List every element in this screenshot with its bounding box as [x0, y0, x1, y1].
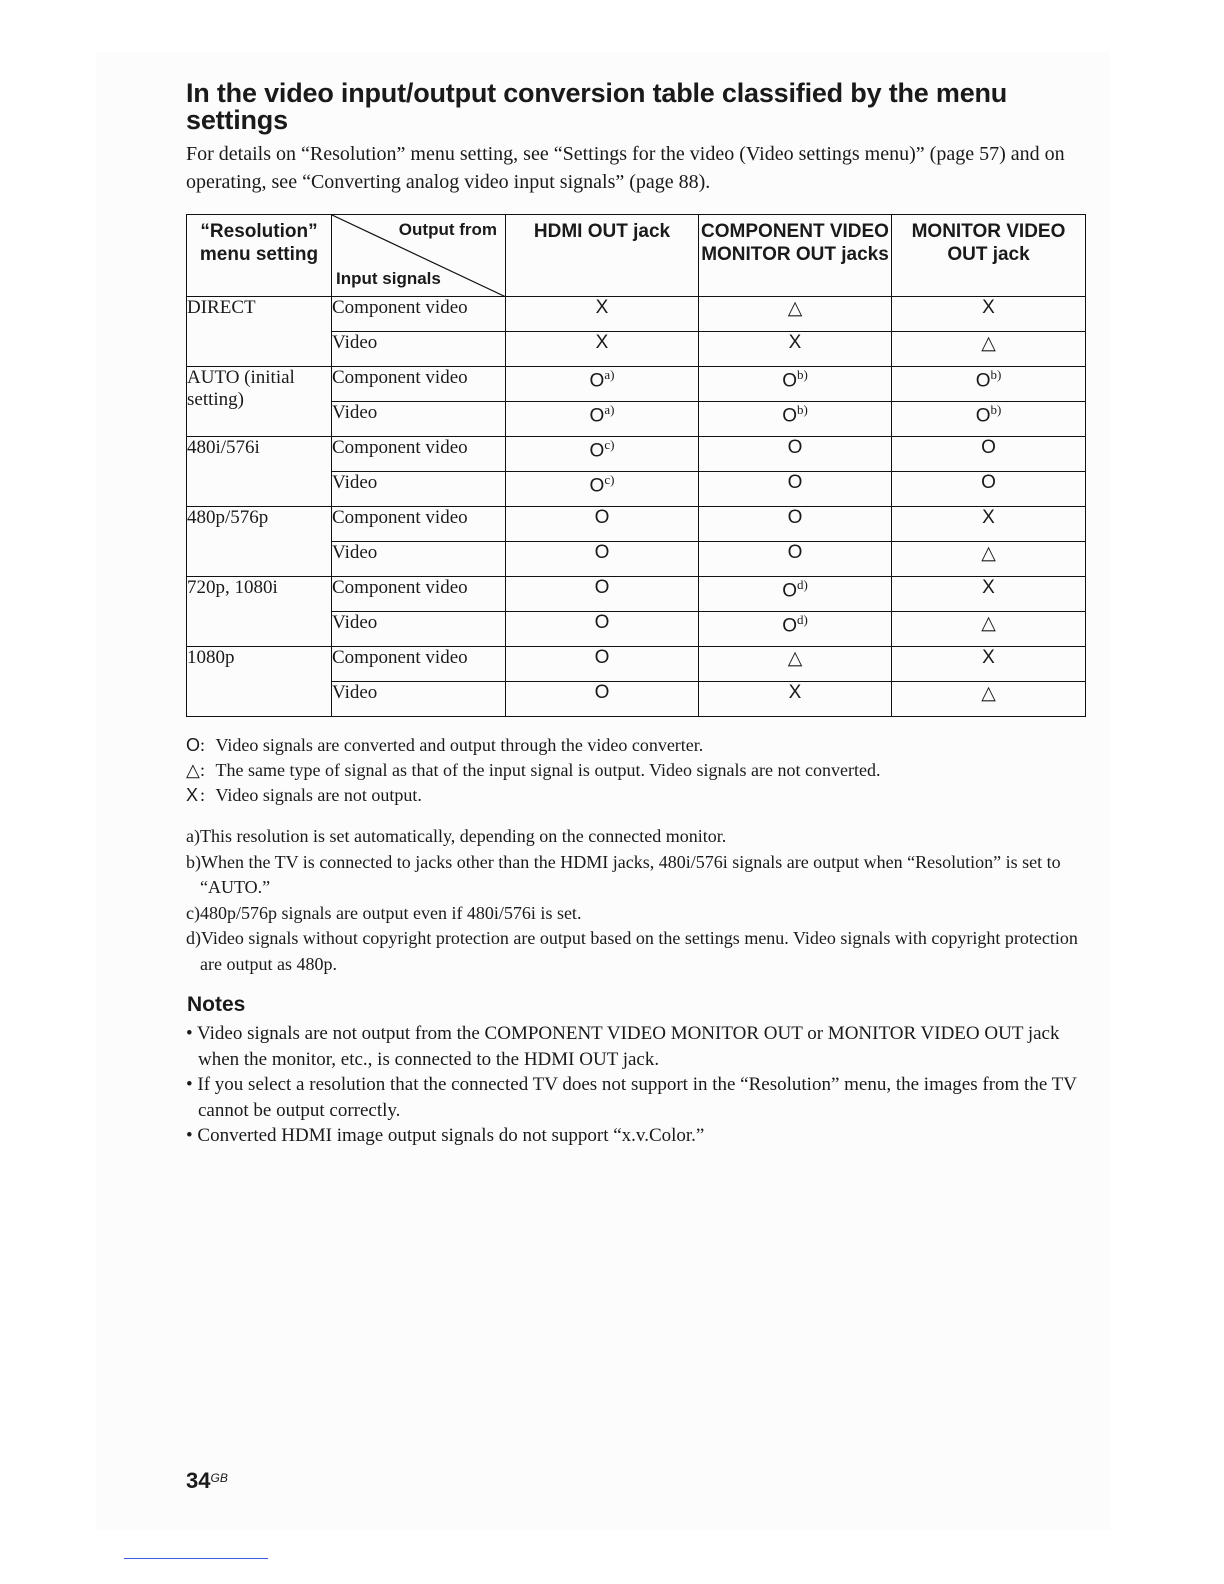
output-symbol: O [787, 507, 803, 528]
component-output-cell [699, 332, 892, 367]
footnote-ref: c) [604, 472, 615, 487]
output-symbol: △ [787, 648, 803, 669]
input-signal-cell: Video [332, 472, 506, 507]
header-output-from: Output from [398, 220, 497, 239]
section-heading: In the video input/output conversion table classified by the menu settings [186, 78, 1008, 135]
resolution-setting-cell: AUTO (initial setting) [187, 367, 332, 437]
header-output-input [332, 215, 506, 297]
header-component: COMPONENT VIDEO MONITOR OUT jacks [699, 215, 892, 297]
output-symbol: O [787, 472, 803, 493]
input-signal-cell: Video [332, 612, 506, 647]
resolution-setting-cell: 480p/576p [187, 507, 332, 577]
footnote: c)480p/576p signals are output even if 480i/576i is set. [186, 902, 582, 923]
legend-item [186, 733, 1084, 758]
output-symbol: △ [981, 543, 996, 564]
legend-text: Video signals are not output. [215, 785, 422, 805]
resolution-setting-cell: DIRECT [187, 297, 332, 367]
input-signal-cell: Video [332, 542, 506, 577]
legend-text: The same type of signal as that of the input signal is output. Video signals are not converted. [215, 760, 881, 780]
notes-title: Notes [187, 993, 246, 1016]
input-signal-cell: Video [332, 682, 506, 717]
resolution-setting-cell: 1080p [187, 647, 332, 717]
resolution-setting-cell: 720p, 1080i [187, 577, 332, 647]
output-symbol: X [788, 682, 802, 703]
monitor-output-cell [892, 507, 1086, 542]
legend-item [186, 783, 1084, 808]
output-symbol: O [787, 437, 803, 458]
output-symbol: △ [981, 683, 996, 704]
symbol-legend [186, 733, 1084, 808]
input-signal-cell: Component video [332, 577, 506, 612]
footnote: d)Video signals without copyright protection are output based on the settings menu. Video signals with copyright protection are output as 480p. [186, 928, 1078, 974]
monitor-output-cell [892, 367, 1086, 402]
monitor-output-cell [892, 437, 1086, 472]
header-resolution: “Resolution” menu setting [187, 215, 332, 297]
component-output-cell [699, 577, 892, 612]
resolution-setting-cell: 480i/576i [187, 437, 332, 507]
output-symbol: X [982, 577, 995, 598]
footnote-ref: d) [796, 577, 808, 592]
note-item: • If you select a resolution that the connected TV does not support in the “Resolution” menu, the images from the TV cannot be output correctly. [186, 1074, 1077, 1121]
input-signal-cell: Component video [332, 647, 506, 682]
notes-list [186, 1021, 1084, 1149]
hdmi-output-cell [506, 402, 699, 437]
legend-symbol: X [186, 785, 199, 805]
component-output-cell [699, 472, 892, 507]
output-symbol: X [982, 297, 995, 318]
output-symbol: O [782, 370, 797, 392]
monitor-output-cell [892, 472, 1086, 507]
footnote: a)This resolution is set automatically, depending on the connected monitor. [186, 826, 727, 846]
footnote-ref: b) [796, 402, 808, 417]
component-output-cell [699, 507, 892, 542]
output-symbol: O [782, 615, 797, 637]
footnote-ref: b) [990, 402, 1002, 417]
output-symbol: O [594, 542, 610, 563]
monitor-output-cell [892, 542, 1086, 577]
page-number-value: 34 [186, 1468, 211, 1493]
legend-text: Video signals are converted and output through the video converter. [215, 735, 704, 755]
output-symbol: O [981, 437, 996, 458]
page-number-suffix: GB [210, 1471, 228, 1485]
legend-symbol: O [186, 735, 201, 755]
component-output-cell [699, 402, 892, 437]
output-symbol: X [595, 332, 609, 353]
footnote-ref: a) [604, 367, 615, 382]
legend-item [186, 758, 1084, 783]
output-symbol: O [787, 542, 803, 563]
legend-symbol: △ [186, 760, 200, 780]
monitor-output-cell [892, 612, 1086, 647]
input-signal-cell: Component video [332, 507, 506, 542]
component-output-cell [699, 367, 892, 402]
legend-separator: : [200, 785, 210, 805]
output-symbol: O [975, 370, 991, 392]
input-signal-cell: Component video [332, 297, 506, 332]
input-signal-cell: Component video [332, 437, 506, 472]
footnote-ref: a) [604, 402, 615, 417]
table-row [187, 437, 1086, 472]
header-input-signals: Input signals [336, 269, 441, 288]
output-symbol: O [981, 472, 996, 493]
hdmi-output-cell [506, 472, 699, 507]
header-monitor: MONITOR VIDEO OUT jack [892, 215, 1086, 297]
output-symbol: O [589, 405, 605, 427]
table-row [187, 367, 1086, 402]
component-output-cell [699, 437, 892, 472]
component-output-cell [699, 647, 892, 682]
hdmi-output-cell [506, 682, 699, 717]
hdmi-output-cell [506, 612, 699, 647]
output-symbol: O [975, 405, 991, 427]
hdmi-output-cell [506, 437, 699, 472]
output-symbol: O [594, 507, 610, 528]
footnote-ref: b) [796, 367, 808, 382]
footnotes [186, 824, 1084, 977]
hdmi-output-cell [506, 367, 699, 402]
note-item: • Video signals are not output from the COMPONENT VIDEO MONITOR OUT or MONITOR VIDEO OUT jack when the monitor, etc., is connected to the HDMI OUT jack. [186, 1023, 1060, 1070]
table-row [187, 297, 1086, 332]
output-symbol: X [788, 332, 802, 353]
bottom-rule [124, 1558, 268, 1559]
monitor-output-cell [892, 297, 1086, 332]
component-output-cell [699, 297, 892, 332]
output-symbol: O [594, 612, 610, 633]
output-symbol: O [594, 577, 610, 598]
hdmi-output-cell [506, 577, 699, 612]
monitor-output-cell [892, 332, 1086, 367]
table-body [187, 297, 1086, 717]
footnote-ref: b) [990, 367, 1002, 382]
component-output-cell [699, 682, 892, 717]
hdmi-output-cell [506, 332, 699, 367]
output-symbol: O [589, 475, 605, 497]
page-number [186, 1468, 228, 1494]
note-item: • Converted HDMI image output signals do not support “x.v.Color.” [186, 1125, 705, 1146]
footnote-ref: c) [604, 437, 615, 452]
hdmi-output-cell [506, 542, 699, 577]
table-row [187, 647, 1086, 682]
input-signal-cell: Video [332, 332, 506, 367]
output-symbol: △ [981, 613, 996, 634]
intro-paragraph: For details on “Resolution” menu setting, see “Settings for the video (Video settings menu)” (page 57) and on operating, see “Converting analog video input signals” (page 88). [186, 143, 1065, 193]
legend-separator: : [200, 760, 210, 780]
monitor-output-cell [892, 647, 1086, 682]
header-hdmi: HDMI OUT jack [506, 215, 699, 297]
output-symbol: O [589, 440, 605, 462]
hdmi-output-cell [506, 507, 699, 542]
footnote-ref: d) [796, 612, 808, 627]
input-signal-cell: Component video [332, 367, 506, 402]
table-row [187, 577, 1086, 612]
hdmi-output-cell [506, 297, 699, 332]
monitor-output-cell [892, 402, 1086, 437]
conversion-table [186, 214, 1086, 717]
output-symbol: O [782, 405, 797, 427]
document-content [186, 80, 1084, 1149]
output-symbol: O [594, 682, 610, 703]
output-symbol: X [982, 507, 995, 528]
monitor-output-cell [892, 577, 1086, 612]
component-output-cell [699, 612, 892, 647]
table-row [187, 507, 1086, 542]
legend-separator: : [200, 735, 210, 755]
output-symbol: △ [787, 298, 803, 319]
hdmi-output-cell [506, 647, 699, 682]
component-output-cell [699, 542, 892, 577]
footnote: b)When the TV is connected to jacks other than the HDMI jacks, 480i/576i signals are output when “Resolution” is set to “AUTO.” [186, 851, 1061, 897]
input-signal-cell: Video [332, 402, 506, 437]
output-symbol: O [589, 370, 605, 392]
output-symbol: X [595, 297, 609, 318]
output-symbol: △ [981, 333, 996, 354]
monitor-output-cell [892, 682, 1086, 717]
output-symbol: X [982, 647, 995, 668]
output-symbol: O [594, 647, 610, 668]
output-symbol: O [782, 580, 797, 602]
